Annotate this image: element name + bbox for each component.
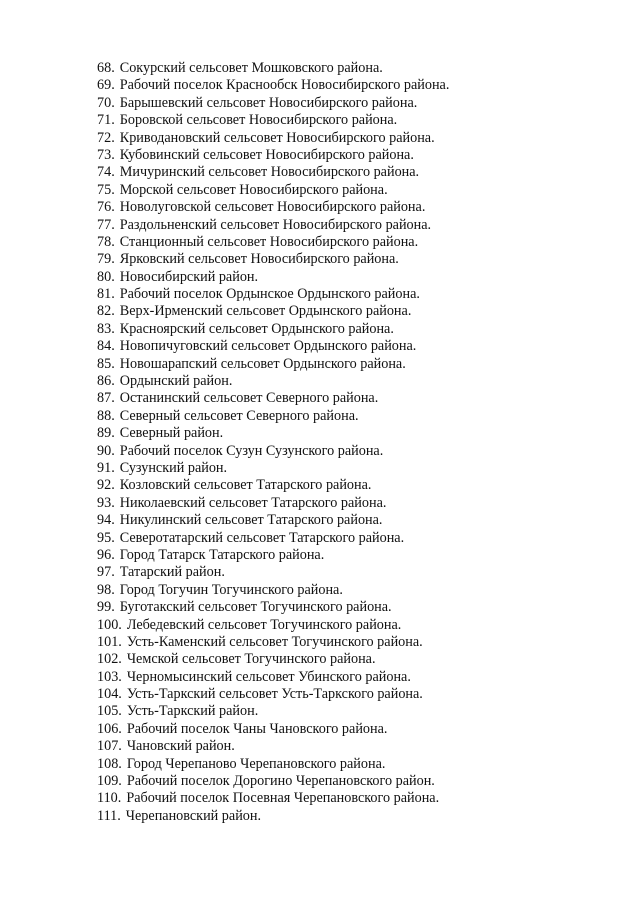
item-number: 68. (97, 60, 115, 76)
list-item (97, 251, 449, 268)
list-item (97, 182, 449, 199)
item-text: Раздольненский сельсовет Новосибирского района. (119, 216, 432, 233)
item-number: 77. (97, 216, 115, 233)
list-item (97, 77, 449, 94)
list-item (97, 425, 449, 442)
list-item (97, 669, 449, 686)
item-number: 99. (97, 599, 115, 616)
item-number: 91. (97, 459, 115, 476)
list-item (97, 756, 449, 773)
item-text: Рабочий поселок Дорогино Черепановского район. (126, 773, 435, 790)
item-text: Верх-Ирменский сельсовет Ордынского района. (119, 303, 412, 320)
item-number: 96. (97, 546, 115, 563)
item-number: 105. (97, 703, 122, 720)
item-text: Рабочий поселок Сузун Сузунского района. (119, 442, 384, 459)
item-text: Сузунский район. (119, 459, 228, 476)
item-number: 81. (97, 286, 115, 303)
item-number: 101. (97, 633, 122, 650)
item-number: 75. (97, 181, 115, 198)
item-text: Ярковский сельсовет Новосибирского района. (119, 251, 399, 268)
item-text: Чановский район. (126, 738, 235, 755)
item-number: 71. (97, 112, 115, 129)
list-item (97, 164, 449, 181)
list-item (97, 530, 449, 547)
item-number: 110. (97, 790, 122, 807)
list-item (97, 477, 449, 494)
item-text: Город Черепаново Черепановского района. (126, 755, 386, 772)
item-number: 103. (97, 668, 122, 685)
item-text: Кубовинский сельсовет Новосибирского района. (119, 146, 414, 163)
list-item (97, 582, 449, 599)
list-item (97, 634, 449, 651)
item-number: 107. (97, 738, 122, 755)
list-item (97, 338, 449, 355)
list-item (97, 460, 449, 477)
list-item (97, 721, 449, 738)
item-number: 83. (97, 320, 115, 337)
item-text: Северотатарский сельсовет Татарского района. (119, 529, 405, 546)
list-item (97, 408, 449, 425)
list-item (97, 790, 449, 807)
item-number: 106. (97, 720, 122, 737)
list-item (97, 199, 449, 216)
list-item (97, 808, 449, 825)
item-number: 111. (97, 807, 121, 824)
item-number: 90. (97, 442, 115, 459)
item-text: Чемской сельсовет Тогучинского района. (126, 651, 376, 668)
item-number: 76. (97, 199, 115, 216)
list-item (97, 356, 449, 373)
item-number: 100. (97, 616, 122, 633)
list-item (97, 738, 449, 755)
item-text: Северный район. (119, 425, 224, 442)
item-number: 109. (97, 773, 122, 790)
list-item (97, 147, 449, 164)
item-number: 78. (97, 233, 115, 250)
list-item (97, 495, 449, 512)
item-text: Северный сельсовет Северного района. (119, 407, 359, 424)
item-number: 93. (97, 494, 115, 511)
item-number: 98. (97, 581, 115, 598)
item-number: 89. (97, 425, 115, 442)
item-text: Город Тогучин Тогучинского района. (119, 581, 343, 598)
list-item (97, 234, 449, 251)
item-number: 104. (97, 686, 122, 703)
list-item (97, 60, 449, 77)
list-item (97, 773, 449, 790)
list-item (97, 617, 449, 634)
item-text: Морской сельсовет Новосибирского района. (119, 181, 388, 198)
item-number: 102. (97, 651, 122, 668)
item-text: Черномысинский сельсовет Убинского района. (126, 668, 411, 685)
item-text: Усть-Таркский сельсовет Усть-Таркского района. (126, 686, 423, 703)
item-text: Барышевский сельсовет Новосибирского района. (119, 94, 418, 111)
item-number: 80. (97, 268, 115, 285)
item-number: 97. (97, 564, 115, 581)
list-item (97, 373, 449, 390)
list-item (97, 321, 449, 338)
item-text: Буготакский сельсовет Тогучинского района. (119, 599, 392, 616)
item-text: Черепановский район. (125, 807, 262, 824)
item-text: Усть-Таркский район. (126, 703, 259, 720)
list-item (97, 443, 449, 460)
item-number: 82. (97, 303, 115, 320)
item-number: 70. (97, 94, 115, 111)
item-text: Город Татарск Татарского района. (119, 546, 325, 563)
item-number: 73. (97, 146, 115, 163)
item-number: 95. (97, 529, 115, 546)
item-number: 86. (97, 373, 115, 390)
item-text: Новошарапский сельсовет Ордынского района. (119, 355, 406, 372)
list-item (97, 269, 449, 286)
item-text: Мичуринский сельсовет Новосибирского района. (119, 164, 420, 181)
list-item (97, 651, 449, 668)
item-text: Лебедевский сельсовет Тогучинского района. (126, 616, 402, 633)
item-text: Боровской сельсовет Новосибирского района. (119, 112, 398, 129)
list-item (97, 112, 449, 129)
list-item (97, 286, 449, 303)
item-text: Новопичуговский сельсовет Ордынского района. (119, 338, 417, 355)
item-number: 79. (97, 251, 115, 268)
list-item (97, 686, 449, 703)
item-text: Красноярский сельсовет Ордынского района. (119, 320, 394, 337)
item-text: Рабочий поселок Посевная Черепановского района. (126, 790, 440, 807)
item-number: 108. (97, 755, 122, 772)
list-item (97, 547, 449, 564)
list-item (97, 303, 449, 320)
item-number: 84. (97, 338, 115, 355)
list-item (97, 564, 449, 581)
item-number: 74. (97, 164, 115, 181)
item-text: Криводановский сельсовет Новосибирского района. (119, 129, 435, 146)
item-text: Николаевский сельсовет Татарского района. (119, 494, 387, 511)
item-number: 88. (97, 407, 115, 424)
item-text: Рабочий поселок Чаны Чановского района. (126, 720, 388, 737)
item-text: Никулинский сельсовет Татарского района. (119, 512, 383, 529)
list-item (97, 95, 449, 112)
item-text: Рабочий поселок Краснообск Новосибирского района. (119, 77, 450, 94)
item-number: 85. (97, 355, 115, 372)
list-item (97, 703, 449, 720)
item-number: 69. (97, 77, 115, 94)
item-text: Останинский сельсовет Северного района. (119, 390, 379, 407)
list-item (97, 390, 449, 407)
item-text: Татарский район. (119, 564, 225, 581)
item-number: 72. (97, 129, 115, 146)
numbered-list (97, 60, 449, 825)
list-item (97, 599, 449, 616)
item-text: Новосибирский район. (119, 268, 259, 285)
list-item (97, 512, 449, 529)
item-text: Ордынский район. (119, 373, 233, 390)
item-number: 94. (97, 512, 115, 529)
item-number: 87. (97, 390, 115, 407)
item-text: Новолуговской сельсовет Новосибирского района. (119, 199, 426, 216)
list-item (97, 130, 449, 147)
item-text: Сокурский сельсовет Мошковского района. (119, 60, 383, 76)
list-item (97, 217, 449, 234)
item-text: Рабочий поселок Ордынское Ордынского района. (119, 286, 420, 303)
item-text: Станционный сельсовет Новосибирского района. (119, 233, 419, 250)
item-number: 92. (97, 477, 115, 494)
item-text: Козловский сельсовет Татарского района. (119, 477, 372, 494)
item-text: Усть-Каменский сельсовет Тогучинского района. (126, 633, 423, 650)
